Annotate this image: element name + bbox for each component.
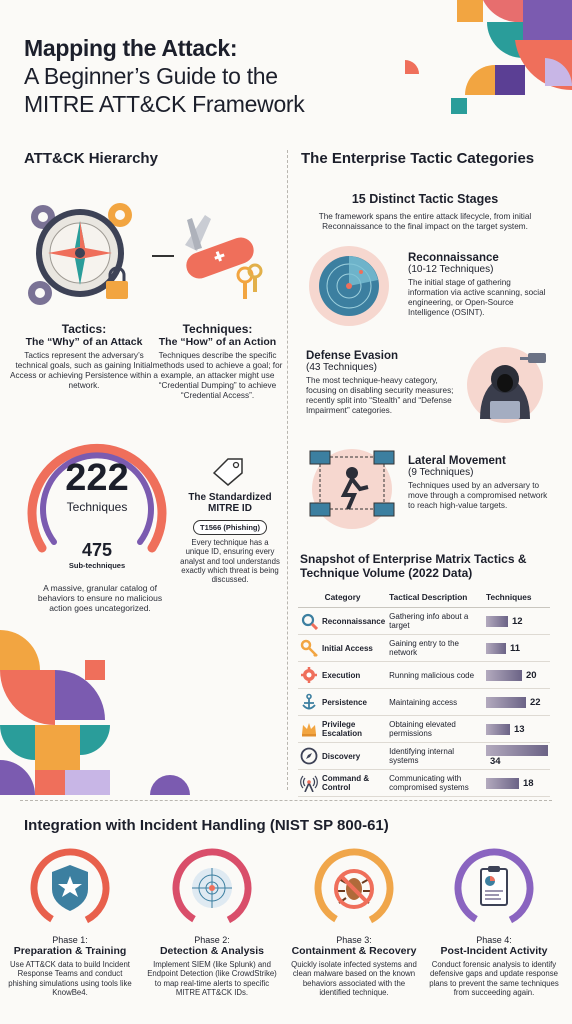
section-divider (20, 800, 552, 801)
mitre-id-title-line-1: The Standardized (188, 492, 272, 503)
tactic-stages-intro: The framework spans the entire attack lifecycle, from initial Reconnaissance to the final impact on the target system. (318, 212, 532, 231)
integration-heading: Integration with Incident Handling (NIST SP 800-61) (24, 817, 389, 834)
technique-count: 12 (512, 615, 523, 627)
snapshot-heading (300, 552, 560, 580)
tactic-stages-subheading: 15 Distinct Tactic Stages (351, 192, 499, 206)
category-cell (298, 608, 387, 635)
description-cell: Running malicious code (387, 662, 484, 689)
phase-title: Preparation & Training (13, 945, 127, 957)
table-row (298, 716, 550, 743)
techniques-cell (484, 608, 550, 635)
subtechniques-count: 475 (81, 540, 113, 560)
tactic-count: (9 Techniques) (408, 467, 474, 478)
technique-count: 13 (514, 723, 525, 735)
tactic-name: Reconnaissance (408, 252, 499, 264)
technique-volume-bar (486, 697, 526, 708)
technique-count: 11 (510, 642, 521, 654)
technique-volume-bar (486, 643, 506, 654)
table-row (298, 635, 550, 662)
phase-number: Phase 3: (336, 935, 372, 945)
phase-title: Detection & Analysis (159, 945, 265, 957)
description-cell: Gaining entry to the network (387, 635, 484, 662)
technique-count: 18 (523, 777, 534, 789)
category-name: Execution (322, 670, 361, 680)
category-name: Command & Control (322, 774, 370, 792)
tactic-count: (10-12 Techniques) (408, 264, 494, 275)
technique-volume-bar (486, 724, 510, 735)
crown-icon (300, 720, 318, 738)
phase-card (4, 935, 136, 997)
description-cell: Communicating with compromised systems (387, 770, 484, 797)
compass-gear-lock-icon (20, 195, 140, 315)
tactic-desc: The initial stage of gathering information via active scanning, social engineering, or Open-Source Intelligence (OSINT). (408, 278, 546, 317)
mitre-id-title-line-2: MITRE ID (208, 503, 252, 514)
network-intruder-icon (304, 445, 400, 530)
tactic-item-defense-evasion (306, 350, 456, 416)
category-cell (298, 770, 387, 797)
report-clipboard-icon (454, 847, 534, 929)
connector-line (152, 255, 174, 257)
phase-desc: Conduct forensic analysis to identify defensive gaps and update response plans to prevent the same techniques from succeeding again. (429, 960, 559, 997)
phase-title: Post-Incident Activity (440, 945, 548, 957)
technique-volume-bar (486, 616, 508, 627)
phase-title: Containment & Recovery (291, 945, 417, 957)
mitre-id-tag: T1566 (Phishing) (193, 520, 267, 535)
technique-count: 22 (530, 696, 541, 708)
title-line-2: A Beginner’s Guide to the (24, 63, 278, 89)
techniques-title: Techniques: (182, 322, 253, 336)
techniques-cell (484, 689, 550, 716)
phase-number: Phase 2: (194, 935, 230, 945)
category-cell (298, 743, 387, 770)
mitre-id-desc: Every technique has a unique ID, ensuring every analyst and tool understands exactly which threat is being discussed. (180, 538, 280, 585)
phase-card (288, 935, 420, 997)
table-row (298, 689, 550, 716)
phase-desc: Implement SIEM (like Splunk) and Endpoint Detection (like CrowdStrike) to map real-time alerts to specific MITRE ATT&CK IDs. (147, 960, 277, 997)
hooded-hacker-icon (460, 345, 550, 425)
title-line-1: Mapping the Attack: (24, 35, 238, 61)
techniques-cell (484, 662, 550, 689)
table-row (298, 662, 550, 689)
title-line-3: MITRE ATT&CK Framework (24, 91, 305, 117)
column-header: Techniques (484, 590, 550, 608)
snapshot-heading-line-1: Snapshot of Enterprise Matrix Tactics & (300, 552, 527, 566)
mitre-id-title (180, 492, 280, 514)
decorative-shapes-top (395, 0, 572, 120)
techniques-cell (484, 716, 550, 743)
tactic-item-lateral-movement (408, 455, 553, 511)
category-cell (298, 689, 387, 716)
tactic-categories-heading: The Enterprise Tactic Categories (301, 150, 535, 167)
magnifier-icon (300, 612, 318, 630)
category-name: Persistence (322, 697, 367, 707)
techniques-count: 222 (65, 457, 129, 499)
gear-icon (300, 666, 318, 684)
shield-star-icon (30, 847, 110, 929)
page-title (24, 34, 404, 118)
technique-count: 34 (490, 756, 501, 767)
column-header: Tactical Description (387, 590, 484, 608)
technique-volume-bar (486, 745, 548, 756)
category-cell (298, 716, 387, 743)
techniques-cell (484, 770, 550, 797)
no-bug-icon (314, 847, 394, 929)
description-cell: Gathering info about a target (387, 608, 484, 635)
tactic-name: Lateral Movement (408, 455, 506, 467)
tactic-count: (43 Techniques) (306, 362, 377, 373)
category-cell (298, 662, 387, 689)
radar-icon (172, 847, 252, 929)
category-cell (298, 635, 387, 662)
category-name: Privilege Escalation (322, 720, 363, 738)
table-row (298, 770, 550, 797)
category-wrap (300, 747, 385, 765)
phase-number: Phase 1: (52, 935, 88, 945)
radar-icon (308, 245, 390, 327)
description-cell: Identifying internal systems (387, 743, 484, 770)
tactic-name: Defense Evasion (306, 350, 399, 362)
tactic-desc: Techniques used by an adversary to move through a compromised network to reach high-value targets. (408, 481, 548, 510)
tactic-item-reconnaissance (408, 252, 553, 318)
tactics-desc: Tactics represent the adversary’s technical goals, such as gaining Initial Access or achieving Persistence within a network. (10, 351, 158, 390)
technique-volume-bar (486, 778, 519, 789)
anchor-icon (300, 693, 318, 711)
category-name: Discovery (322, 751, 361, 761)
phase-card (428, 935, 560, 997)
counts-desc: A massive, granular catalog of behaviors to ensure no malicious action goes uncategorized. (37, 583, 163, 613)
phase-card (146, 935, 278, 997)
tactic-desc: The most technique-heavy category, focusing on disabling security measures; recently split into “Stealth” and “Defense Impairment” categories. (306, 376, 454, 415)
category-wrap (300, 774, 385, 792)
description-cell: Obtaining elevated permissions (387, 716, 484, 743)
table-row (298, 608, 550, 635)
column-header: Category (298, 590, 387, 608)
category-wrap (300, 720, 385, 738)
category-wrap (300, 693, 385, 711)
techniques-desc: Techniques describe the specific methods used to achieve a goal; for example, an attacker might use “Credential Dumping” to achieve “Credential Access”. (152, 351, 283, 400)
phase-desc: Use ATT&CK data to build Incident Response Teams and conduct phishing simulations using tools like KnowBe4. (8, 960, 132, 997)
category-name: Initial Access (322, 643, 373, 653)
tactics-block (10, 322, 158, 391)
tag-icon (210, 455, 246, 487)
decorative-shapes-left (0, 630, 190, 795)
technique-volume-bar (486, 670, 522, 681)
tactics-subtitle: The “Why” of an Attack (25, 336, 143, 348)
techniques-count-label: Techniques (66, 500, 128, 514)
key-icon (300, 639, 318, 657)
category-wrap (300, 612, 385, 630)
techniques-cell (484, 635, 550, 662)
snapshot-heading-line-2: Technique Volume (2022 Data) (300, 566, 473, 580)
techniques-subtitle: The “How” of an Action (158, 336, 277, 348)
tactics-table (298, 590, 550, 797)
subtechniques-label: Sub-techniques (68, 561, 126, 570)
description-cell: Maintaining access (387, 689, 484, 716)
techniques-cell (484, 743, 550, 770)
hierarchy-heading: ATT&CK Hierarchy (24, 150, 158, 167)
category-wrap (300, 639, 385, 657)
compass-icon (300, 747, 318, 765)
antenna-icon (300, 774, 318, 792)
phase-number: Phase 4: (476, 935, 512, 945)
table-header-row (298, 590, 550, 608)
category-name: Reconnaissance (322, 616, 386, 626)
table-row (298, 743, 550, 770)
swiss-knife-keys-icon (175, 205, 265, 305)
tactics-title: Tactics: (61, 322, 107, 336)
category-wrap (300, 666, 385, 684)
column-divider (287, 150, 288, 790)
technique-count: 20 (526, 669, 537, 681)
phase-desc: Quickly isolate infected systems and clean malware based on the known behaviors associated with the identified technique. (291, 960, 417, 997)
techniques-block (150, 322, 285, 401)
